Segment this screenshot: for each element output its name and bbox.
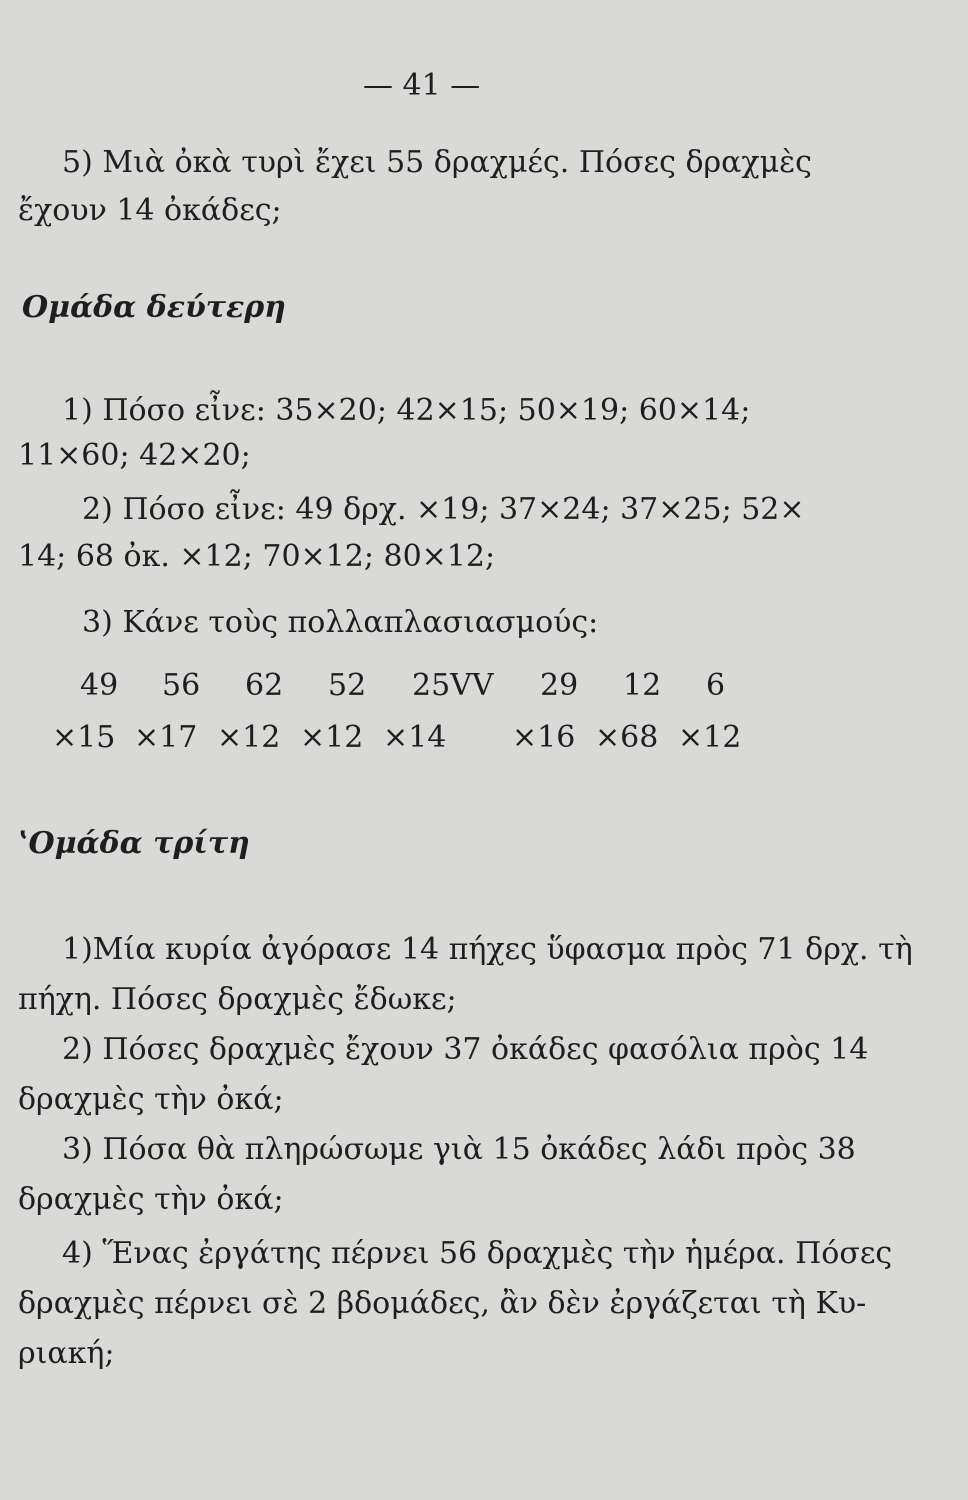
problem-4-line-2: δραχμὲς πέρνει σὲ 2 βδομάδες, ἂν δὲν ἐργάζεται τὴ Κυ- — [18, 1286, 867, 1321]
exercise-3-instruction: 3) Κάνε τοὺς πολλαπλασιασμούς: — [82, 605, 599, 640]
section-heading-second: Ομάδα δεύτερη — [22, 290, 286, 325]
multiplicand: 62 — [245, 668, 284, 703]
multiplicand: 12 — [623, 668, 662, 703]
exercise-2-line-1: 2) Πόσο εἶνε: 49 δρχ. ×19; 37×24; 37×25; 52× — [82, 492, 805, 527]
page-number: — 41 — — [363, 68, 481, 103]
multiplier: ×14 — [383, 720, 447, 755]
problem-4-line-1: 4) Ἕνας ἐργάτης πέρνει 56 δραχμὲς τὴν ἡμέρα. Πόσες — [62, 1236, 893, 1271]
multiplicand: 6 — [706, 668, 726, 703]
problem-1-line-2: πήχη. Πόσες δραχμὲς ἔδωκε; — [18, 982, 457, 1017]
exercise-2-line-2: 14; 68 ὀκ. ×12; 70×12; 80×12; — [18, 539, 496, 574]
problem-1-line-1: 1)Μία κυρία ἀγόρασε 14 πήχες ὕφασμα πρὸς 71 δρχ. τὴ — [62, 932, 913, 967]
multiplier: ×15 — [52, 720, 116, 755]
problem-5-line-1: 5) Μιὰ ὀκὰ τυρὶ ἔχει 55 δραχμές. Πόσες δραχμὲς — [62, 145, 812, 180]
problem-2-line-2: δραχμὲς τὴν ὀκά; — [18, 1082, 284, 1117]
section-heading-third: ʽΟμάδα τρίτη — [18, 826, 250, 861]
multiplier: ×12 — [217, 720, 281, 755]
multiplier: ×17 — [134, 720, 198, 755]
multiplicand: 56 — [162, 668, 201, 703]
multiplicand: 29 — [540, 668, 579, 703]
multiplicand: 52 — [328, 668, 367, 703]
multiplier: ×68 — [595, 720, 659, 755]
problem-3-line-1: 3) Πόσα θὰ πληρώσωμε γιὰ 15 ὀκάδες λάδι πρὸς 38 — [62, 1132, 856, 1167]
multiplier: ×16 — [512, 720, 576, 755]
multiplier: ×12 — [678, 720, 742, 755]
multiplicand: 49 — [80, 668, 119, 703]
problem-5-line-2: ἔχουν 14 ὀκάδες; — [18, 193, 282, 228]
problem-4-line-3: ριακή; — [18, 1336, 115, 1371]
problem-3-line-2: δραχμὲς τὴν ὀκά; — [18, 1182, 284, 1217]
exercise-1-line-2: 11×60; 42×20; — [18, 438, 251, 473]
problem-2-line-1: 2) Πόσες δραχμὲς ἔχουν 37 ὀκάδες φασόλια πρὸς 14 — [62, 1032, 869, 1067]
exercise-1-line-1: 1) Πόσο εἶνε: 35×20; 42×15; 50×19; 60×14; — [62, 393, 751, 428]
multiplicand: 25VV — [412, 668, 494, 703]
multiplication-grid — [0, 668, 968, 768]
multiplier: ×12 — [300, 720, 364, 755]
